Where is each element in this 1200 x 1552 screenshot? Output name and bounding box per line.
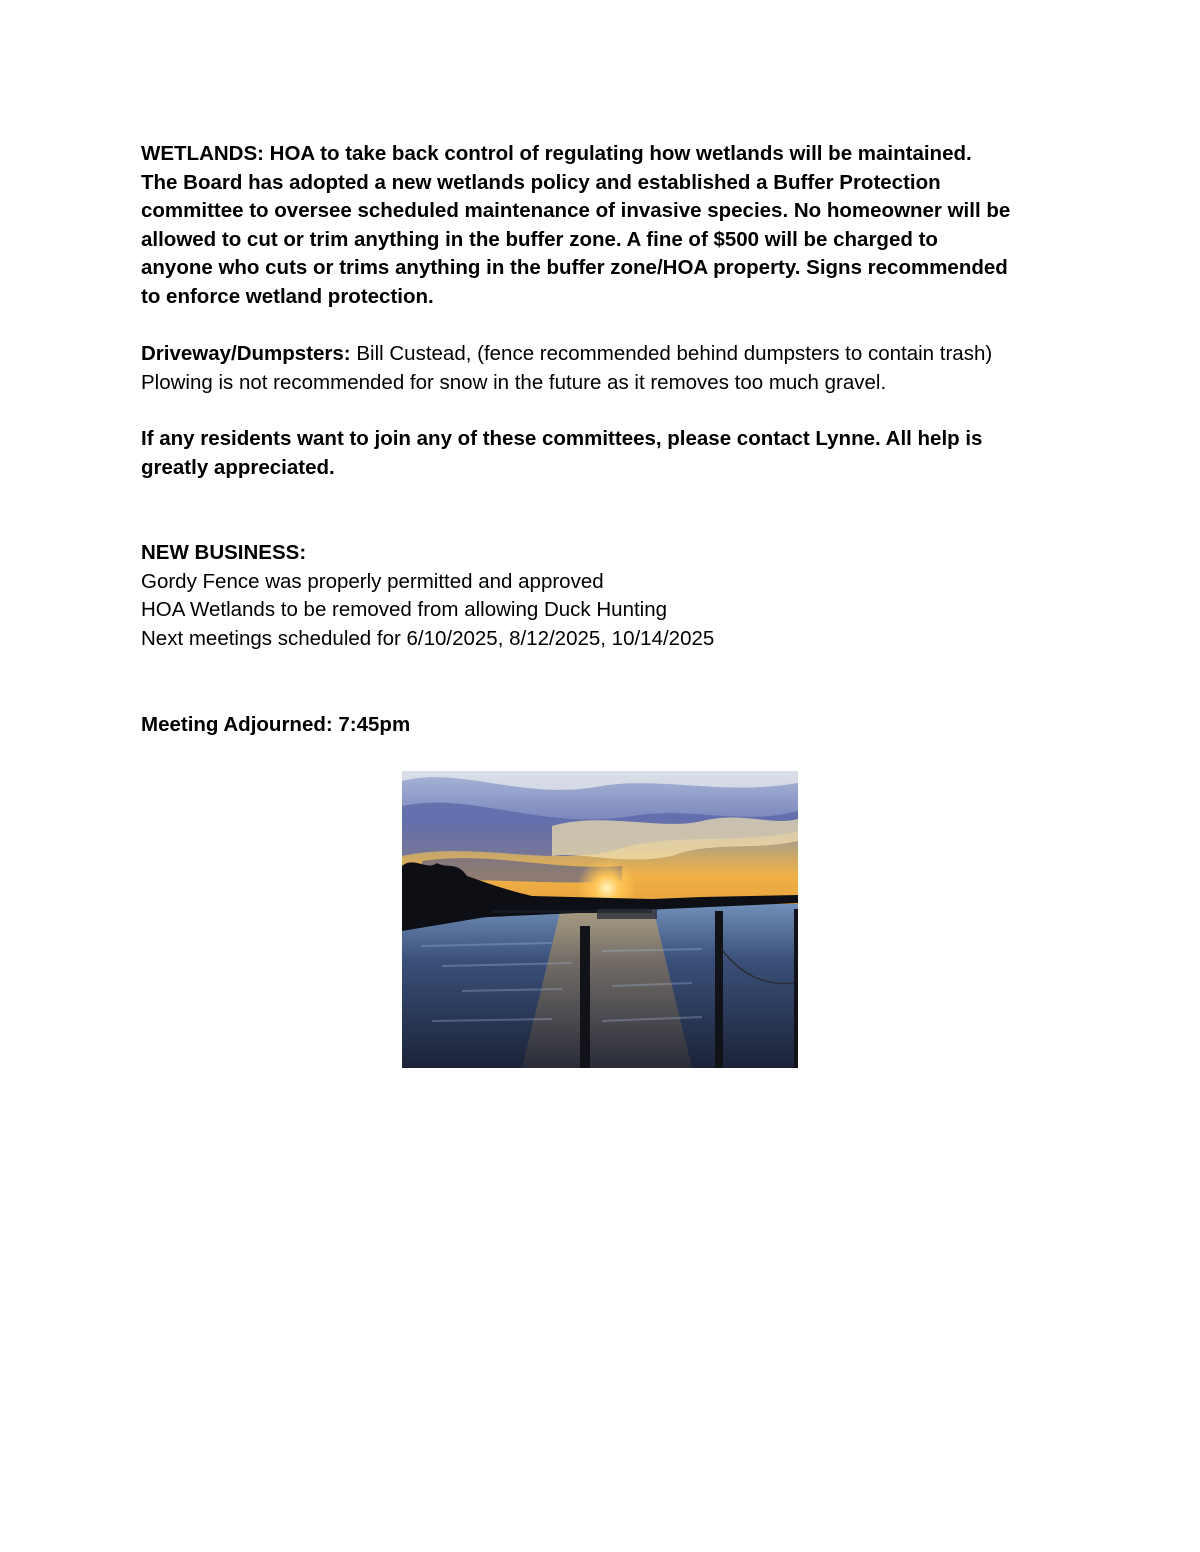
driveway-paragraph xyxy=(141,340,1071,397)
plowing-line: Plowing is not recommended for snow in the future as it removes too much gravel. xyxy=(141,370,887,394)
committees-line: If any residents want to join any of these committees, please contact Lynne. All help is xyxy=(141,427,983,450)
new-business-item: HOA Wetlands to be removed from allowing Duck Hunting xyxy=(141,598,668,622)
new-business-section xyxy=(141,539,1071,653)
wetlands-line: WETLANDS: HOA to take back control of regulating how wetlands will be maintained. xyxy=(141,142,972,165)
new-business-item: Next meetings scheduled for 6/10/2025, 8/12/2025, 10/14/2025 xyxy=(141,626,715,650)
wetlands-line: to enforce wetland protection. xyxy=(141,284,434,308)
wetlands-line: committee to oversee scheduled maintenance of invasive species. No homeowner will be xyxy=(141,199,1011,223)
committees-line: greatly appreciated. xyxy=(141,455,335,479)
driveway-line xyxy=(141,340,1071,369)
wetlands-paragraph xyxy=(141,140,1071,312)
wetlands-line: allowed to cut or trim anything in the buffer zone. A fine of $500 will be charged to xyxy=(141,227,938,251)
new-business-item: Gordy Fence was properly permitted and approved xyxy=(141,569,604,593)
adjourned-text: Meeting Adjourned: 7:45pm xyxy=(141,713,411,736)
wetlands-line: anyone who cuts or trims anything in the buffer zone/HOA property. Signs recommended xyxy=(141,256,1008,280)
wetlands-line: The Board has adopted a new wetlands policy and established a Buffer Protection xyxy=(141,170,941,194)
meeting-adjourned xyxy=(141,711,1071,740)
driveway-label: Driveway/Dumpsters: xyxy=(141,342,351,365)
new-business-heading: NEW BUSINESS: xyxy=(141,541,307,564)
sunset-over-water-dock-photo xyxy=(402,771,798,1068)
committees-note xyxy=(141,425,1071,482)
driveway-text: Bill Custead, (fence recommended behind dumpsters to contain trash) xyxy=(350,342,993,365)
